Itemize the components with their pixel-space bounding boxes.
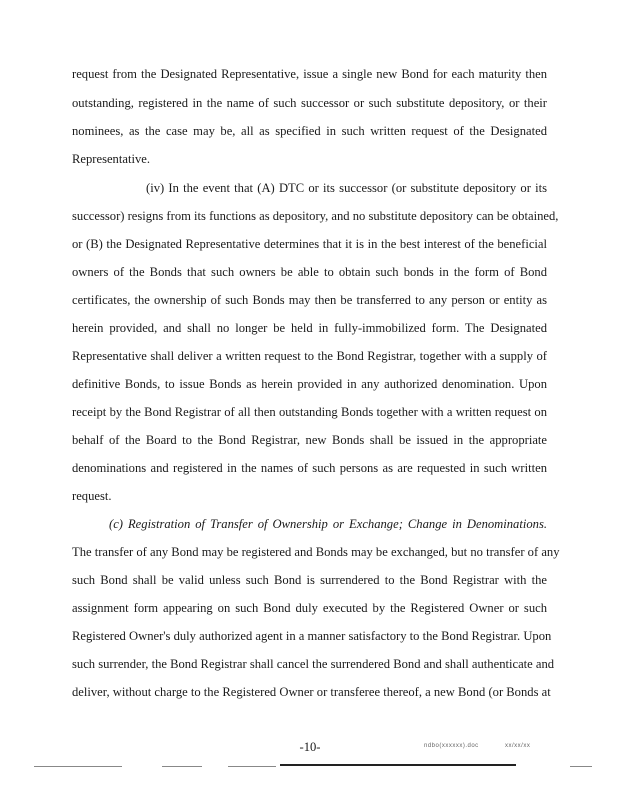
body-line: successor) resigns from its functions as depository, and no substitute depository can be obtained,: [72, 209, 559, 223]
body-line: assignment form appearing on such Bond duly executed by the Registered Owner or such: [72, 601, 547, 615]
body-line: such surrender, the Bond Registrar shall cancel the surrendered Bond and shall authenticate and: [72, 657, 555, 671]
section-heading-line: (c) Registration of Transfer of Ownership or Exchange; Change in Denominations.: [109, 517, 547, 531]
footer-rule: [570, 766, 592, 767]
body-line: behalf of the Board to the Bond Registrar, new Bonds shall be issued in the appropriate: [72, 433, 547, 447]
body-line: or (B) the Designated Representative determines that it is in the best interest of the beneficial: [72, 237, 547, 251]
footer-rule: [228, 766, 276, 767]
body-line: request from the Designated Representative, issue a single new Bond for each maturity then: [72, 67, 547, 81]
footer-doc-id: ndbo(xxxxxx).doc: [424, 743, 479, 749]
body-line: Registered Owner's duly authorized agent in a manner satisfactory to the Bond Registrar. Upon: [72, 629, 552, 643]
body-line: owners of the Bonds that such owners be able to obtain such bonds in the form of Bond: [72, 265, 547, 279]
body-line: denominations and registered in the names of such persons as are requested in such written: [72, 461, 547, 475]
body-line: (iv) In the event that (A) DTC or its successor (or substitute depository or its: [146, 181, 547, 195]
footer-doc-code: xx/xx/xx: [505, 743, 531, 749]
body-line: request.: [72, 489, 112, 503]
body-line: receipt by the Bond Registrar of all then outstanding Bonds together with a written request on: [72, 405, 547, 419]
body-line: Representative.: [72, 152, 150, 166]
body-line: outstanding, registered in the name of such successor or such substitute depository, or their: [72, 96, 547, 110]
footer-rule: [162, 766, 202, 767]
footer-rule: [280, 764, 516, 766]
body-line: deliver, without charge to the Registered Owner or transferee thereof, a new Bond (or Bonds at: [72, 685, 551, 699]
body-line: Representative shall deliver a written request to the Bond Registrar, together with a supply of: [72, 349, 547, 363]
page-number: -10-: [299, 740, 321, 754]
body-line: definitive Bonds, to issue Bonds as herein provided in any authorized denomination. Upon: [72, 377, 547, 391]
body-line: certificates, the ownership of such Bonds may then be transferred to any person or entity as: [72, 293, 547, 307]
body-line: nominees, as the case may be, all as specified in such written request of the Designated: [72, 124, 547, 138]
body-line: The transfer of any Bond may be registered and Bonds may be exchanged, but no transfer of any: [72, 545, 560, 559]
body-line: herein provided, and shall no longer be held in fully-immobilized form. The Designated: [72, 321, 547, 335]
body-line: such Bond shall be valid unless such Bond is surrendered to the Bond Registrar with the: [72, 573, 547, 587]
footer-rule: [34, 766, 122, 767]
